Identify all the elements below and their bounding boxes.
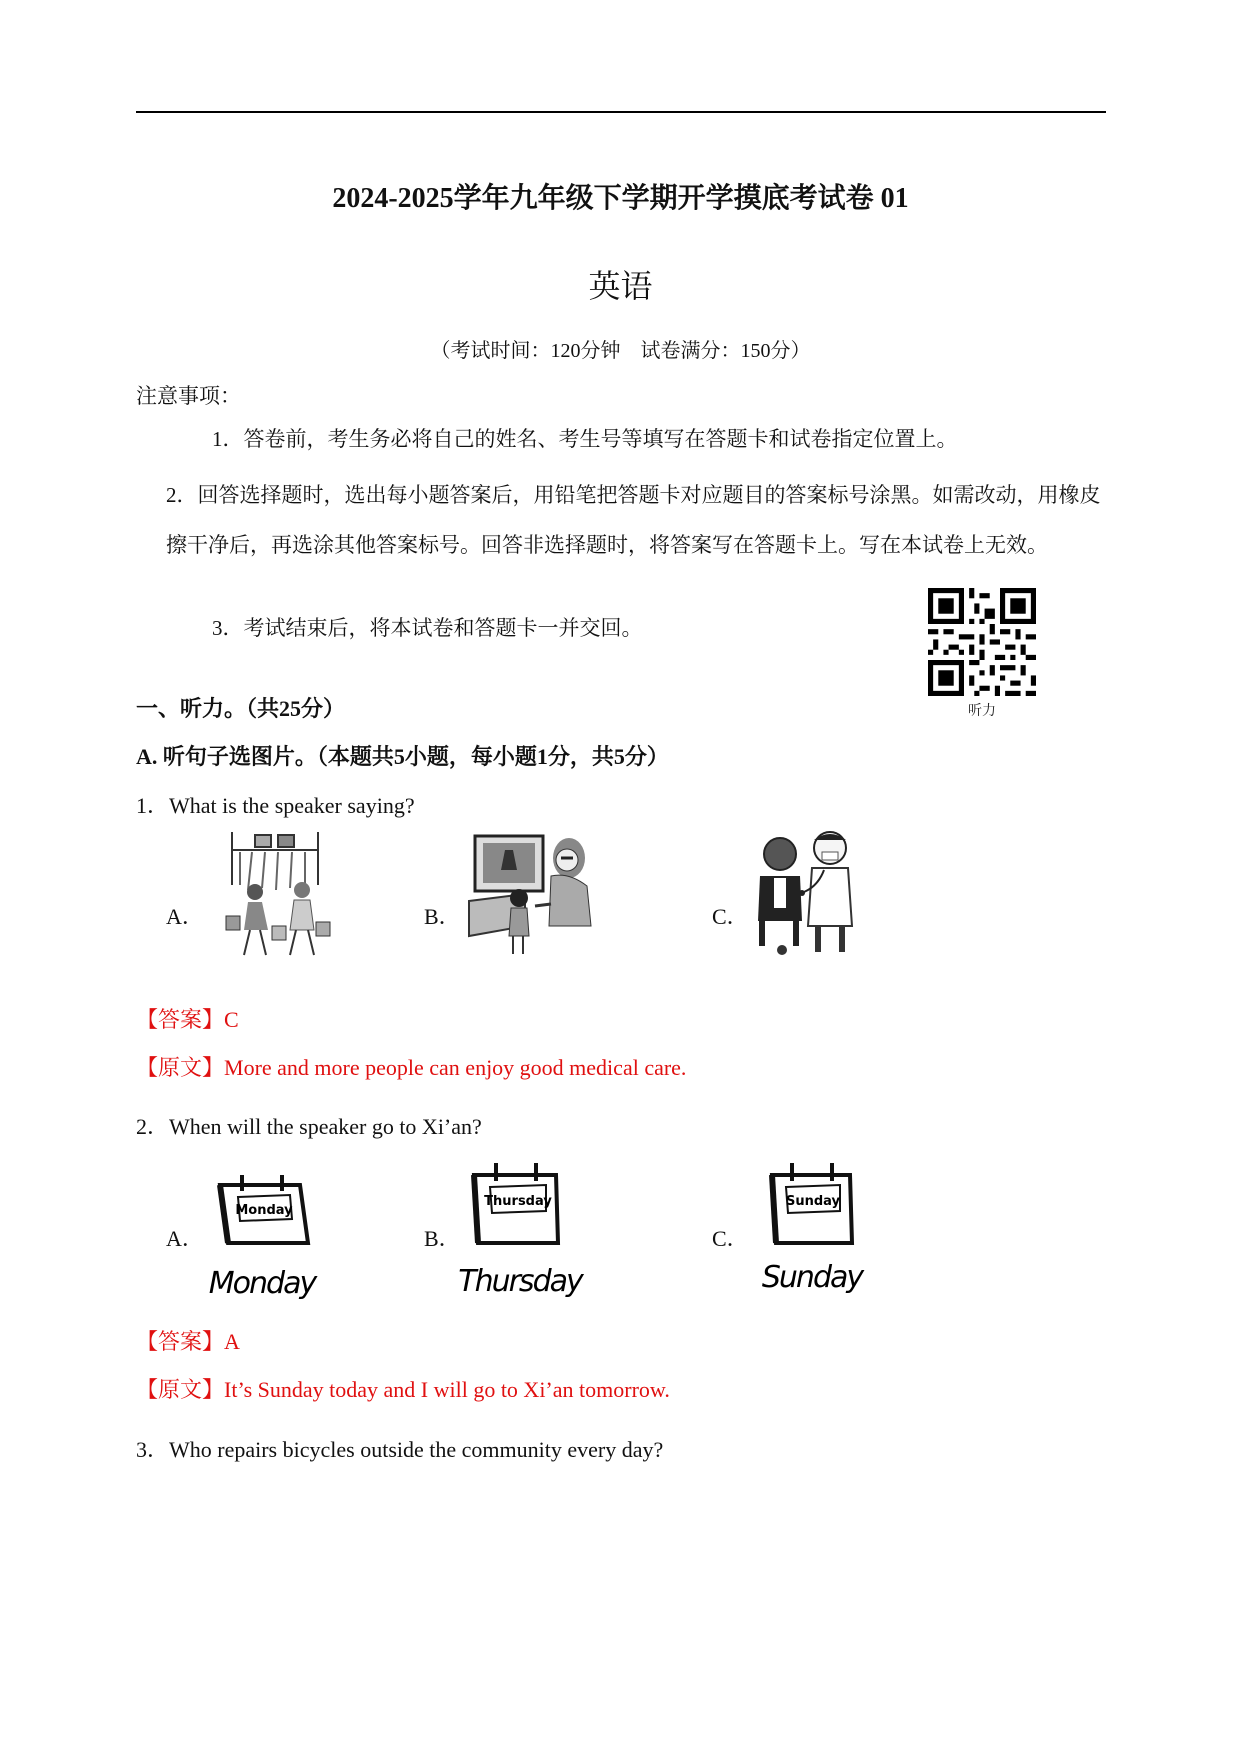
- q2-option-a-label: A．: [166, 1226, 204, 1251]
- q1-option-a-label: A．: [166, 904, 204, 929]
- q1-option-c-label: C．: [712, 904, 749, 929]
- exam-meta: （考试时间：120分钟 试卷满分：150分）: [430, 340, 811, 362]
- qr-label: 听力: [968, 703, 996, 719]
- calendar-sunday-picture: [762, 1155, 872, 1300]
- q1-answer: 【答案】C: [136, 1007, 239, 1032]
- question-3-stem: 3．Who repairs bicycles outside the community every day?: [136, 1437, 664, 1462]
- part-a-title: A. 听句子选图片。（本题共5小题，每小题1分，共5分）: [136, 744, 669, 769]
- question-2-stem: 2．When will the speaker go to Xi’an?: [136, 1114, 482, 1139]
- notes-heading: 注意事项：: [136, 384, 241, 408]
- question-1-stem: 1．What is the speaker saying?: [136, 793, 415, 818]
- q1-option-b-label: B．: [424, 904, 461, 929]
- q2-option-c-label: C．: [712, 1226, 749, 1251]
- q2-script: 【原文】It’s Sunday today and I will go to Xi’an tomorrow.: [136, 1377, 670, 1402]
- note-item-1: 1．答卷前，考生务必将自己的姓名、考生号等填写在答题卡和试卷指定位置上。: [212, 427, 958, 451]
- doctor-picture: [748, 826, 868, 956]
- calendar-monday-picture: [208, 1165, 322, 1301]
- calendar-monday-word: Monday: [208, 1266, 316, 1301]
- exam-subject: 英语: [588, 268, 653, 304]
- q2-answer: 【答案】A: [136, 1329, 240, 1354]
- computer-picture: [465, 826, 600, 958]
- calendar-thursday-small-word: Thursday: [484, 1194, 552, 1209]
- header-rule: [136, 111, 1106, 113]
- note-item-3: 3．考试结束后，将本试卷和答题卡一并交回。: [212, 616, 643, 640]
- calendar-thursday-word: Thursday: [458, 1264, 582, 1299]
- calendar-monday-small-word: Monday: [235, 1203, 293, 1218]
- q2-option-b-label: B．: [424, 1226, 461, 1251]
- exam-title: 2024-2025学年九年级下学期开学摸底考试卷 01: [332, 183, 909, 214]
- calendar-sunday-word: Sunday: [761, 1260, 863, 1295]
- calendar-thursday-picture: [458, 1155, 584, 1300]
- note-item-2: 2．回答选择题时，选出每小题答案后，用铅笔把答题卡对应题目的答案标号涂黑。如需改动，用橡皮擦干净后，再选涂其他答案标号。回答非选择题时，将答案写在答题卡上。写在本试卷上无效。: [166, 483, 1101, 557]
- calendar-sunday-small-word: Sunday: [785, 1194, 841, 1209]
- q1-script: 【原文】More and more people can enjoy good medical care.: [136, 1055, 687, 1080]
- section-title: 一、听力。（共25分）: [136, 696, 346, 721]
- qr-code: [928, 588, 1036, 696]
- shopping-picture: [210, 830, 340, 960]
